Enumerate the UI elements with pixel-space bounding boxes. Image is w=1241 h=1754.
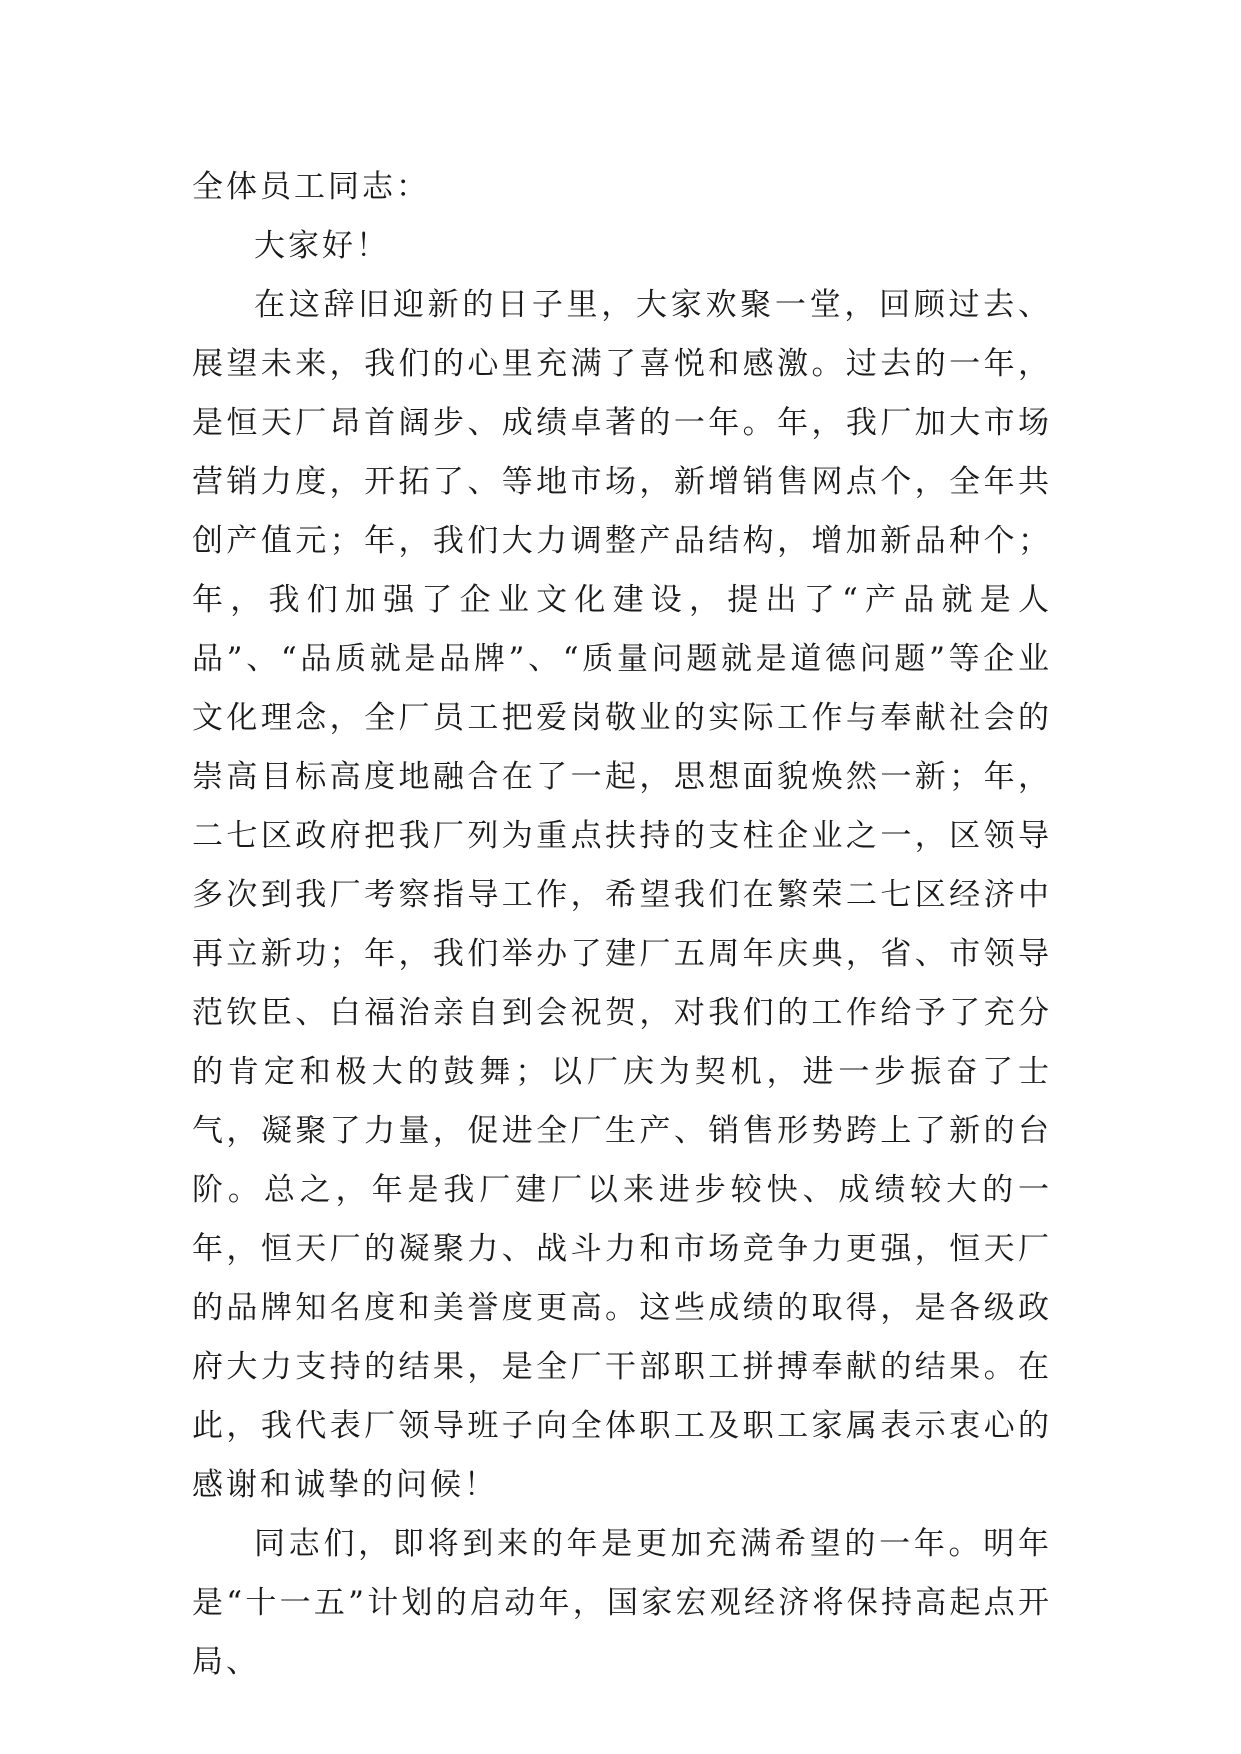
salutation: 全体员工同志：	[192, 169, 430, 205]
paragraph-outlook: 同志们，即将到来的年是更加充满希望的一年。明年是“十一五”计划的启动年，国家宏观经济将保持高起点开局、	[192, 1526, 1052, 1680]
paragraph-review: 在这辞旧迎新的日子里，大家欢聚一堂，回顾过去、展望未来，我们的心里充满了喜悦和感激。过去的一年，是恒天厂昂首阔步、成绩卓著的一年。年，我厂加大市场营销力度，开拓了、等地市场，新增销售网点个，全年共创产值元；年，我们大力调整产品结构，增加新品种个；年，我们加强了企业文化建设，提出了“产品就是人品”、“品质就是品牌”、“质量问题就是道德问题”等企业文化理念，全厂员工把爱岗敬业的实际工作与奉献社会的崇高目标高度地融合在了一起，思想面貌焕然一新；年，二七区政府把我厂列为重点扶持的支柱企业之一，区领导多次到我厂考察指导工作，希望我们在繁荣二七区经济中再立新功；年，我们举办了建厂五周年庆典，省、市领导范钦臣、白福治亲自到会祝贺，对我们的工作给予了充分的肯定和极大的鼓舞；以厂庆为契机，进一步振奋了士气，凝聚了力量，促进全厂生产、销售形势跨上了新的台阶。总之，年是我厂建厂以来进步较快、成绩较大的一年，恒天厂的凝聚力、战斗力和市场竞争力更强，恒天厂的品牌知名度和美誉度更高。这些成绩的取得，是各级政府大力支持的结果，是全厂干部职工拼搏奉献的结果。在此，我代表厂领导班子向全体职工及职工家属表示衷心的感谢和诚挚的问候！	[192, 287, 1052, 1503]
letter-body	[192, 158, 1052, 1692]
greeting: 大家好！	[254, 228, 390, 264]
